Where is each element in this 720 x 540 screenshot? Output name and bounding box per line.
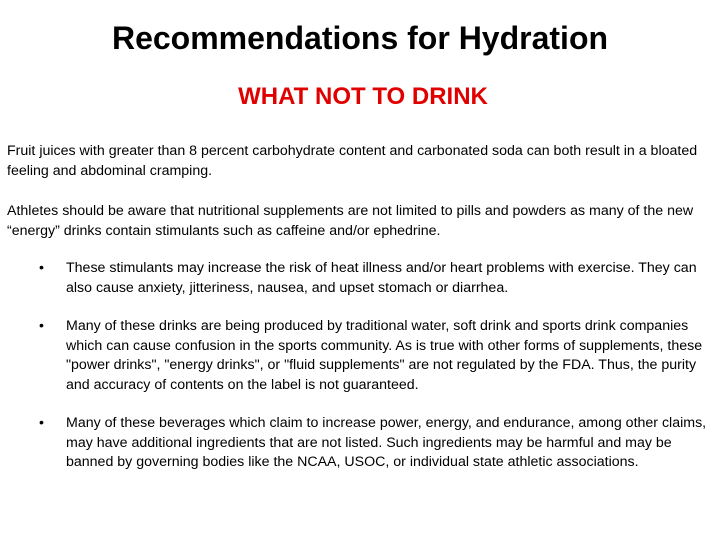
bullet-text: Many of these drinks are being produced by traditional water, soft drink and sports drink companies which can cause confusion in the sports community. As is true with other forms of supplements, these "power drinks", "energy drinks", or "fluid supplements" are not regulated by the FDA. Thus, the purity and accuracy of contents on the label is not guaranteed.	[66, 318, 703, 393]
bullet-item-fda-regulation	[0, 317, 720, 395]
bullet-marker: •	[39, 415, 44, 431]
bullet-list	[0, 259, 720, 492]
slide-title: Recommendations for Hydration	[111, 20, 609, 56]
paragraph-energy-drinks: Athletes should be aware that nutritional supplements are not limited to pills and powders as many of the new “energy” drinks contain stimulants such as caffeine and/or ephedrine.	[7, 203, 694, 239]
paragraph-fruit-juices: Fruit juices with greater than 8 percent carbohydrate content and carbonated soda can both result in a bloated feeling and abdominal cramping.	[7, 143, 698, 179]
bullet-item-stimulants	[0, 259, 720, 298]
slide-subtitle: WHAT NOT TO DRINK	[238, 83, 488, 110]
bullet-text: Many of these beverages which claim to increase power, energy, and endurance, among other claims, may have additional ingredients that are not listed. Such ingredients may be harmful and may be banned by governing bodies like the NCAA, USOC, or individual state athletic associations.	[66, 415, 707, 470]
bullet-text: These stimulants may increase the risk of heat illness and/or heart problems with exercise. They can also cause anxiety, jitteriness, nausea, and upset stomach or diarrhea.	[66, 260, 697, 296]
bullet-item-unlisted-ingredients	[0, 414, 720, 473]
bullet-marker: •	[39, 318, 44, 334]
bullet-marker: •	[39, 260, 44, 276]
